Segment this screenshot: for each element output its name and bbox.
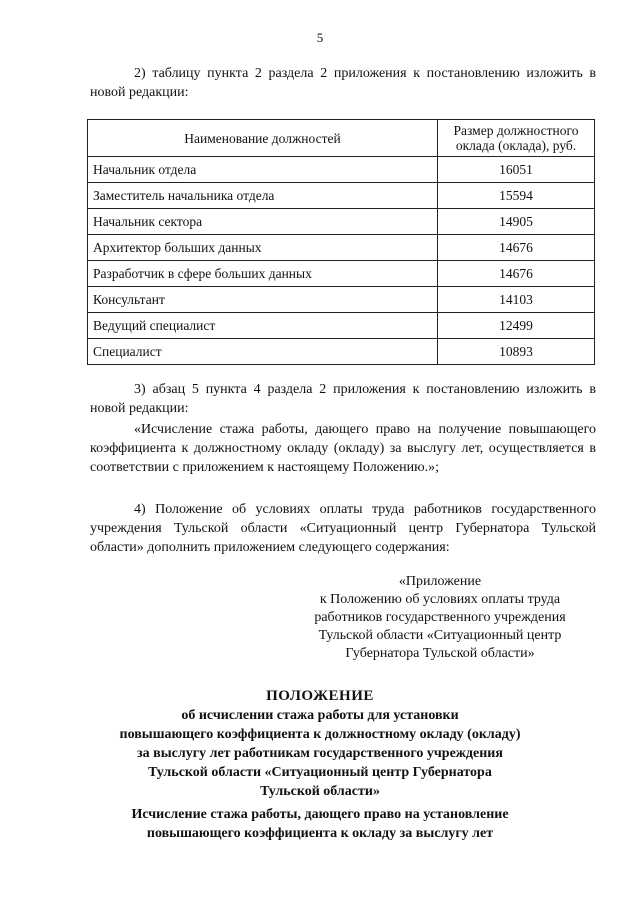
table-row xyxy=(88,157,595,183)
table-row xyxy=(88,287,595,313)
appendix-line: Тульской области «Ситуационный центр xyxy=(318,628,562,643)
salary-cell: 14905 xyxy=(438,209,595,235)
regulation-heading xyxy=(60,687,580,801)
item-3-quote: «Исчисление стажа работы, дающего право на получение повышающего коэффициента к должностному окладу (окладу) за выслугу лет, осуществляется в соответствии с приложением к настоящему Положению.»; xyxy=(90,422,596,475)
position-cell: Заместитель начальника отдела xyxy=(88,183,438,209)
regulation-subtitle-line: повышающего коэффициента к должностному окладу (окладу) xyxy=(119,727,521,742)
page-number: 5 xyxy=(316,30,324,45)
header-salary: Размер должностного оклада (оклада), руб. xyxy=(438,120,595,157)
section-heading-line: Исчисление стажа работы, дающего право на установление xyxy=(131,807,509,822)
salary-cell: 14676 xyxy=(438,235,595,261)
regulation-title: ПОЛОЖЕНИЕ xyxy=(266,688,374,704)
table-row xyxy=(88,261,595,287)
item-4-text: 4) Положение об условиях оплаты труда работников государственного учреждения Тульской области «Ситуационный центр Губернатора Тульской области» дополнить приложением следующего содержания: xyxy=(90,502,596,555)
position-cell: Архитектор больших данных xyxy=(88,235,438,261)
position-cell: Разработчик в сфере больших данных xyxy=(88,261,438,287)
appendix-line: Губернатора Тульской области» xyxy=(345,646,535,661)
regulation-subtitle-line: Тульской области «Ситуационный центр Губернатора xyxy=(148,765,492,780)
appendix-line: работников государственного учреждения xyxy=(314,610,566,625)
header-position: Наименование должностей xyxy=(88,120,438,157)
item-3-intro: 3) абзац 5 пункта 4 раздела 2 приложения к постановлению изложить в новой редакции: xyxy=(90,382,596,416)
regulation-subtitle-line: за выслугу лет работникам государственного учреждения xyxy=(137,746,503,761)
table-row xyxy=(88,339,595,365)
position-cell: Специалист xyxy=(88,339,438,365)
table-row xyxy=(88,209,595,235)
salary-cell: 16051 xyxy=(438,157,595,183)
position-cell: Ведущий специалист xyxy=(88,313,438,339)
position-cell: Консультант xyxy=(88,287,438,313)
table-row xyxy=(88,235,595,261)
table-row xyxy=(88,313,595,339)
salary-cell: 15594 xyxy=(438,183,595,209)
position-cell: Начальник отдела xyxy=(88,157,438,183)
salary-cell: 14103 xyxy=(438,287,595,313)
table-row xyxy=(88,183,595,209)
appendix-line: «Приложение xyxy=(398,574,482,589)
appendix-header xyxy=(290,573,590,663)
item-2-intro: 2) таблицу пункта 2 раздела 2 приложения к постановлению изложить в новой редакции: xyxy=(90,66,596,100)
position-cell: Начальник сектора xyxy=(88,209,438,235)
regulation-subtitle-line: об исчислении стажа работы для установки xyxy=(181,708,459,723)
salary-cell: 14676 xyxy=(438,261,595,287)
appendix-line: к Положению об условиях оплаты труда xyxy=(319,592,561,607)
salary-cell: 12499 xyxy=(438,313,595,339)
table-header-row xyxy=(88,120,595,157)
section-heading xyxy=(60,805,580,843)
salary-table xyxy=(87,119,595,365)
salary-cell: 10893 xyxy=(438,339,595,365)
section-heading-line: повышающего коэффициента к окладу за выслугу лет xyxy=(146,826,494,841)
regulation-subtitle-line: Тульской области» xyxy=(260,784,380,799)
